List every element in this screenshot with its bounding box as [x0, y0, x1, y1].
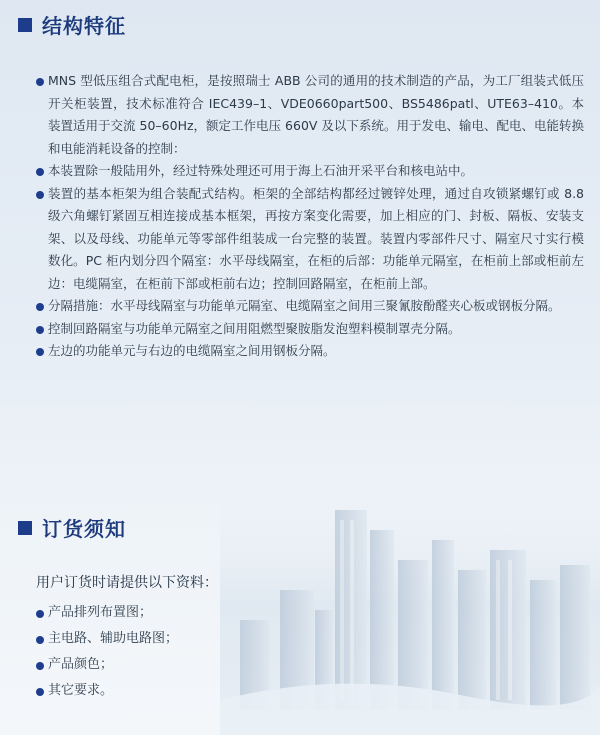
section-title-structure — [18, 10, 126, 39]
paragraph: 左边的功能单元与右边的电缆隔室之间用钢板分隔。 — [36, 340, 584, 363]
list-item: 其它要求。 — [36, 678, 218, 704]
bullet-icon — [36, 78, 44, 86]
order-intro: 用户订货时请提供以下资料： — [36, 575, 218, 591]
bullet-icon — [36, 636, 44, 644]
list-item: 产品颜色； — [36, 652, 218, 678]
paragraph: 分隔措施：水平母线隔室与功能单元隔室、电缆隔室之间用三聚氰胺酚醛夹心板或钢板分隔。 — [36, 295, 584, 318]
section-title-text: 订货须知 — [42, 517, 126, 541]
bullet-icon — [36, 191, 44, 199]
bullet-icon — [36, 610, 44, 618]
paragraph: MNS 型低压组合式配电柜，是按照瑞士 ABB 公司的通用的技术制造的产品，为工厂组装式低压开关柜装置，技术标准符合 IEC439–1、VDE0660part500、BS5486patl、UTE63–410。本装置适用于交流 50–60Hz，额定工作电压 660V 及以下系统。用于发电、输电、配电、电能转换和电能消耗设备的控制： — [36, 70, 584, 160]
paragraph: 本装置除一般陆用外，经过特殊处理还可用于海上石油开采平台和核电站中。 — [36, 160, 584, 183]
paragraph: 装置的基本柜架为组合装配式结构。柜架的全部结构都经过镀锌处理，通过自攻锁紧螺钉或 8.8 级六角螺钉紧固互相连接成基本框架，再按方案变化需要，加上相应的门、封板、隔板、安装支架、以及母线、功能单元等零部件组装成一台完整的装置。装置内零部件尺寸、隔室尺寸实行模数化。PC 柜内划分四个隔室：水平母线隔室，在柜的后部：功能单元隔室，在柜前上部或柜前左边：电缆隔室，在柜前下部或柜前右边；控制回路隔室，在柜前上部。 — [36, 183, 584, 296]
title-square-icon — [18, 18, 32, 32]
structure-content — [36, 70, 584, 363]
order-info — [36, 570, 218, 704]
list-item: 产品排列布置图； — [36, 600, 218, 626]
city-skyline-image — [220, 470, 600, 735]
bullet-icon — [36, 303, 44, 311]
bullet-icon — [36, 688, 44, 696]
bullet-icon — [36, 326, 44, 334]
section-title-text: 结构特征 — [42, 14, 126, 38]
bullet-icon — [36, 662, 44, 670]
list-item: 主电路、辅助电路图； — [36, 626, 218, 652]
paragraph: 控制回路隔室与功能单元隔室之间用阻燃型聚胺脂发泡塑料模制罩壳分隔。 — [36, 318, 584, 341]
section-title-order — [18, 513, 126, 542]
title-square-icon — [18, 521, 32, 535]
bullet-icon — [36, 168, 44, 176]
bullet-icon — [36, 348, 44, 356]
